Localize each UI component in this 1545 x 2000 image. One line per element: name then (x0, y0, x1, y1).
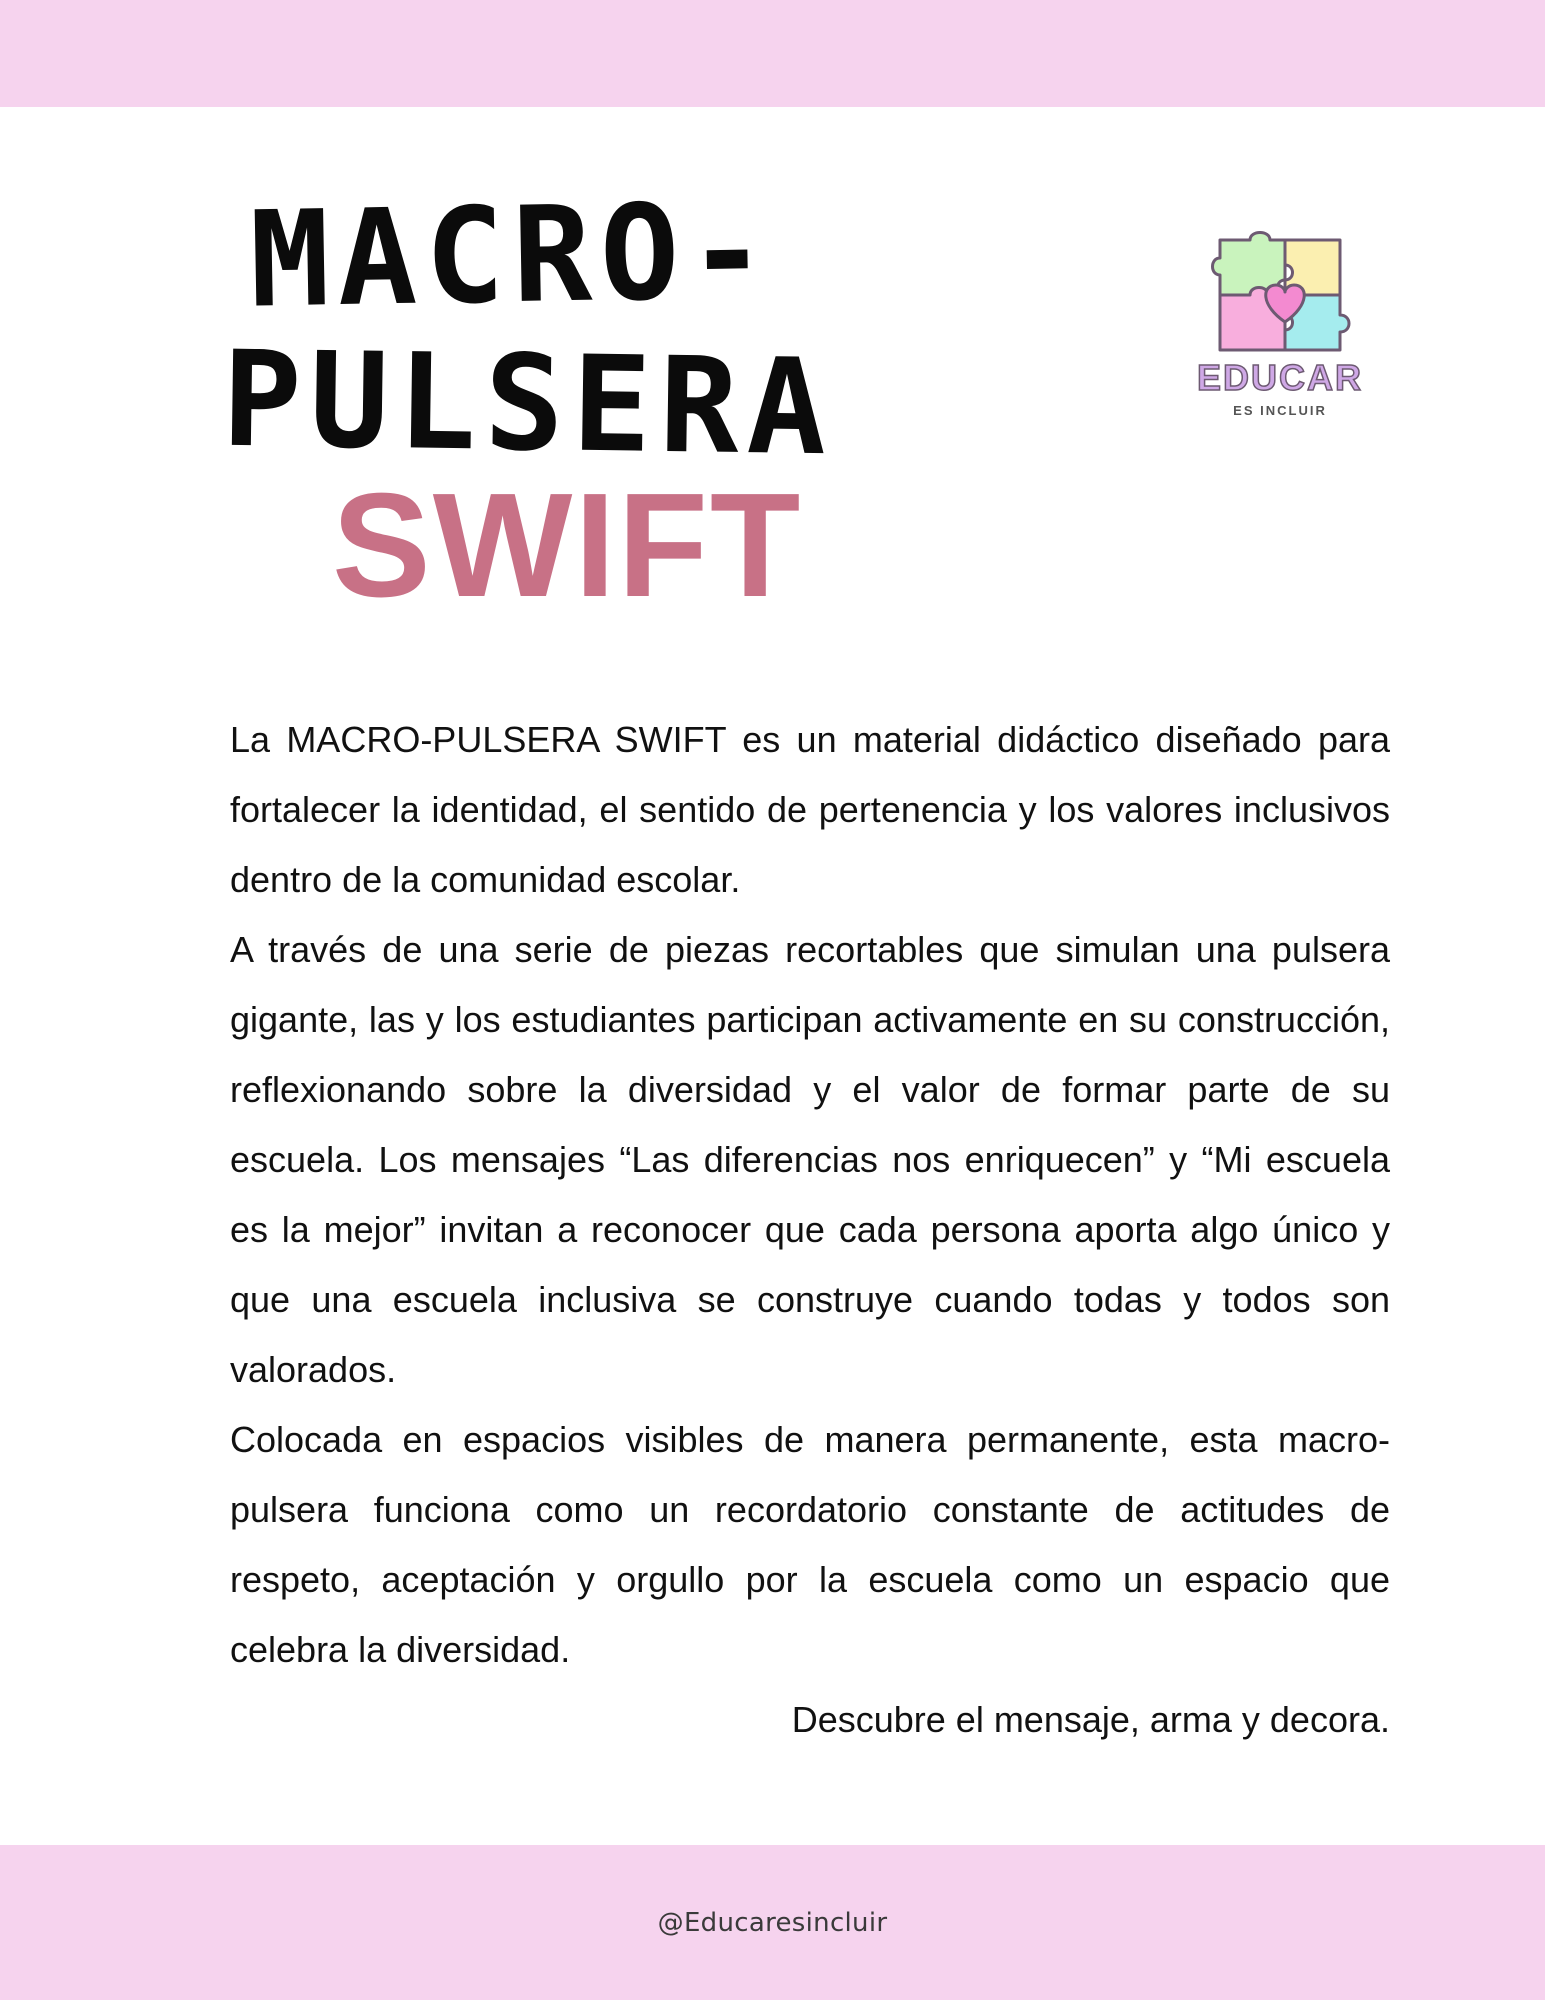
closing-line: Descubre el mensaje, arma y decora. (791, 1699, 1390, 1740)
description-text (230, 705, 1390, 1755)
title-line-3: SWIFT (332, 463, 803, 628)
title-line-2: PULSERA (220, 322, 836, 486)
logo-word: EDUCAR (1196, 357, 1363, 398)
logo-tagline: ES INCLUIR (1233, 403, 1327, 418)
top-band (0, 0, 1545, 107)
paragraph-intro: La MACRO-PULSERA SWIFT es un material didáctico diseñado para fortalecer la identidad, el sentido de pertenencia y los valores inclusivos dentro de la comunidad escolar. (230, 719, 1390, 900)
paragraph-activity: A través de una serie de piezas recortables que simulan una pulsera gigante, las y los estudiantes participan activamente en su construcción, reflexionando sobre la diversidad y el valor de formar parte de su escuela. Los mensajes “Las diferencias nos enriquecen” y “Mi escuela es la mejor” invitan a reconocer que cada persona aporta algo único y que una escuela inclusiva se construye cuando todas y todos son valorados. (230, 929, 1390, 1390)
logo (1190, 210, 1370, 420)
puzzle-heart-icon (1190, 210, 1370, 360)
social-handle: @Educaresincluir (657, 1908, 888, 1938)
title-line-1: MACRO- (248, 174, 777, 338)
paragraph-placement: Colocada en espacios visibles de manera permanente, esta macro-pulsera funciona como un recordatorio constante de actitudes de respeto, aceptación y orgullo por la escuela como un espacio que celebra la diversidad. (230, 1419, 1390, 1670)
